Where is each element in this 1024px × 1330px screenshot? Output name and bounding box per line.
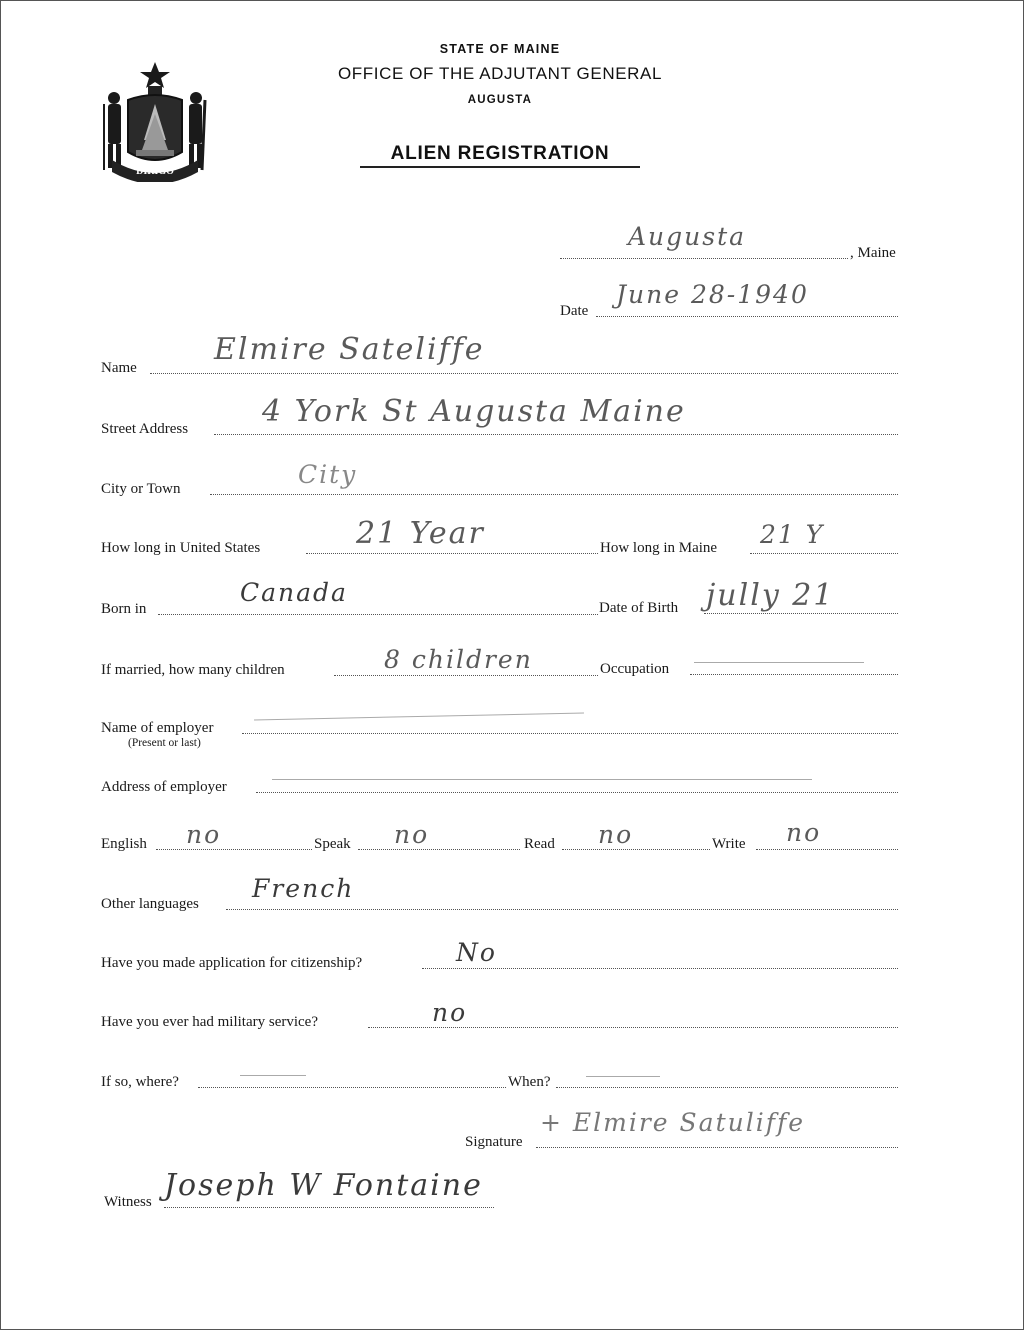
date-line bbox=[596, 316, 898, 317]
children-label: If married, how many children bbox=[101, 662, 285, 678]
seal-motto: DIRIGO bbox=[136, 166, 174, 177]
children-value: 8 children bbox=[384, 645, 533, 674]
name-line bbox=[150, 373, 898, 374]
write-label: Write bbox=[712, 836, 746, 852]
citizenship-line bbox=[422, 968, 898, 969]
citizenship-value: No bbox=[456, 938, 497, 967]
dob-line bbox=[704, 613, 898, 614]
date-value: June 28-1940 bbox=[616, 280, 809, 309]
place-line bbox=[560, 258, 848, 259]
header-office: OFFICE OF THE ADJUTANT GENERAL bbox=[337, 64, 663, 83]
speak-label: Speak bbox=[314, 836, 351, 852]
speak-value: no bbox=[394, 820, 430, 849]
employer-address-blank-dash bbox=[272, 779, 812, 780]
signature-label: Signature bbox=[465, 1134, 523, 1150]
citizenship-label: Have you made application for citizenship? bbox=[101, 955, 363, 971]
read-value: no bbox=[598, 820, 634, 849]
street-value: 4 York St Augusta Maine bbox=[262, 394, 686, 429]
military-label: Have you ever had military service? bbox=[101, 1014, 318, 1030]
maine-duration-label: How long in Maine bbox=[600, 540, 718, 556]
english-value: no bbox=[186, 820, 222, 849]
place-value: Augusta bbox=[628, 222, 747, 251]
when-line bbox=[556, 1087, 898, 1088]
dob-label: Date of Birth bbox=[599, 600, 679, 616]
where-line bbox=[198, 1087, 506, 1088]
military-line bbox=[368, 1027, 898, 1028]
city-label: City or Town bbox=[101, 481, 181, 497]
where-blank-dash bbox=[240, 1075, 306, 1076]
born-in-line bbox=[158, 614, 598, 615]
maine-state-seal-icon bbox=[102, 60, 208, 182]
maine-label: , Maine bbox=[850, 245, 896, 261]
born-in-label: Born in bbox=[101, 601, 147, 617]
children-line bbox=[334, 675, 598, 676]
when-label: When? bbox=[508, 1074, 551, 1090]
when-blank-dash bbox=[586, 1076, 660, 1077]
street-line bbox=[214, 434, 898, 435]
us-duration-label: How long in United States bbox=[101, 540, 261, 556]
occupation-label: Occupation bbox=[600, 661, 670, 677]
date-label: Date bbox=[560, 303, 589, 319]
us-duration-line bbox=[306, 553, 598, 554]
employer-address-label: Address of employer bbox=[101, 779, 227, 795]
read-line bbox=[562, 849, 710, 850]
us-duration-value: 21 Year bbox=[356, 516, 485, 551]
speak-line bbox=[358, 849, 520, 850]
street-label: Street Address bbox=[101, 421, 189, 437]
employer-address-line bbox=[256, 792, 898, 793]
employer-line bbox=[242, 733, 898, 734]
employer-note: (Present or last) bbox=[128, 737, 201, 749]
occupation-blank-dash bbox=[694, 662, 864, 663]
other-languages-line bbox=[226, 909, 898, 910]
where-label: If so, where? bbox=[101, 1074, 179, 1090]
write-value: no bbox=[786, 818, 822, 847]
other-languages-label: Other languages bbox=[101, 896, 199, 912]
military-value: no bbox=[432, 998, 468, 1027]
write-line bbox=[756, 849, 898, 850]
witness-label: Witness bbox=[104, 1194, 152, 1210]
maine-duration-value: 21 Y bbox=[760, 520, 825, 549]
name-label: Name bbox=[101, 360, 137, 376]
dob-value: jully 21 bbox=[706, 578, 835, 613]
english-label: English bbox=[101, 836, 147, 852]
signature-value: + Elmire Satuliffe bbox=[540, 1108, 806, 1137]
header-city: AUGUSTA bbox=[467, 94, 533, 106]
maine-duration-line bbox=[750, 553, 898, 554]
name-value: Elmire Sateliffe bbox=[214, 332, 485, 367]
witness-line bbox=[164, 1207, 494, 1208]
city-value: City bbox=[298, 460, 358, 489]
form-title: ALIEN REGISTRATION bbox=[360, 143, 640, 168]
read-label: Read bbox=[524, 836, 555, 852]
employer-label: Name of employer bbox=[101, 720, 214, 736]
city-line bbox=[210, 494, 898, 495]
english-line bbox=[156, 849, 312, 850]
header-state: STATE OF MAINE bbox=[439, 42, 561, 56]
other-languages-value: French bbox=[252, 874, 355, 903]
born-in-value: Canada bbox=[240, 578, 348, 607]
witness-value: Joseph W Fontaine bbox=[164, 1168, 483, 1203]
signature-line bbox=[536, 1147, 898, 1148]
occupation-line bbox=[690, 674, 898, 675]
